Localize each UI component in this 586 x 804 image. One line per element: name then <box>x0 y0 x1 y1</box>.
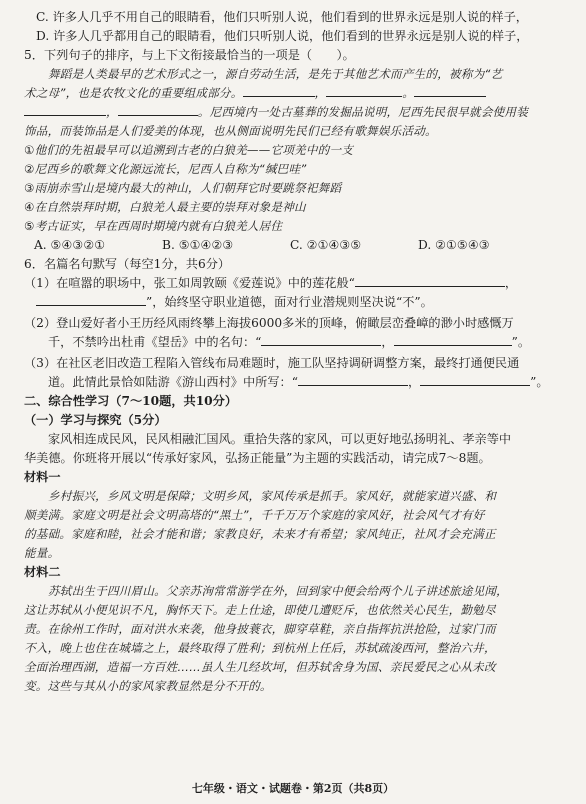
material-1-line-2: 顺美满。家庭文明是社会文明高塔的“黑土”，千千万万个家庭的家风好，社会风气才有好 <box>24 508 485 522</box>
material-1-title: 材料一 <box>24 470 61 484</box>
q5-passage-line-4: 饰品，而装饰品是人们爱美的体现，也从侧面说明先民们已经有歌舞娱乐活动。 <box>24 124 437 138</box>
q6-sub1-line-1: （1）在喧嚣的职场中，张工如周敦颐《爱莲说》中的莲花般“ ， <box>24 276 518 290</box>
q6-sub1-text: （1）在喧嚣的职场中，张工如周敦颐《爱莲说》中的莲花般“ <box>24 276 355 290</box>
material-2-title: 材料二 <box>24 565 61 579</box>
q5-item-2: ②尼西乡的歌舞文化源远流长，尼西人自称为“缄巴哇” <box>24 162 307 176</box>
q5-item-5: ⑤考古证实，早在西周时期境内就有白狼羌人居住 <box>24 219 283 233</box>
material-2-line-4: 不入，晚上也住在城墙之上，最终取得了胜利；到杭州上任后，苏轼疏浚西河，整治六井， <box>24 641 496 655</box>
q6-sub2-text: 千，不禁吟出杜甫《望岳》中的名句：“ <box>48 335 262 349</box>
material-2-line-2: 这让苏轼从小便见识不凡，胸怀天下。走上仕途，即使几遭贬斥，也依然关心民生，勤勉尽 <box>24 603 496 617</box>
section-2-subtitle: （一）学习与探究（5分） <box>24 413 167 427</box>
q6-sub2-line-1: （2）登山爱好者小王历经风雨终攀上海拔6000多米的顶峰，俯瞰层峦叠嶂的渺小时感慨万 <box>24 316 514 330</box>
q5-passage-line-2: 术之母”，也是农牧文化的重要组成部分。 ， 。 <box>24 84 568 103</box>
q5-item-4: ④在自然崇拜时期，白狼羌人最主要的崇拜对象是神山 <box>24 200 306 214</box>
q5-item-1: ①他们的先祖最早可以追溯到古老的白狼羌——它项羌中的一支 <box>24 143 354 157</box>
section-2-title: 二、综合性学习（7～10题，共10分） <box>24 394 238 408</box>
q6-blank-6[interactable] <box>420 373 530 386</box>
q5-blank-1[interactable] <box>243 84 315 97</box>
material-2-line-3: 责。在徐州工作时，面对洪水来袭，他身披蓑衣，脚穿草鞋，亲自指挥抗洪抢险，过家门而 <box>24 622 496 636</box>
q4-option-d: D. 许多人几乎都用自己的眼睛看，他们只听别人说，他们看到的世界永远是别人说的样子， <box>36 29 529 43</box>
q6-blank-5[interactable] <box>298 373 408 386</box>
q5-blank-2[interactable] <box>326 84 402 97</box>
material-2-line-6: 变。这些与其从小的家风家教显然是分不开的。 <box>24 679 272 693</box>
q5-blank-5[interactable] <box>118 103 198 116</box>
q6-blank-1[interactable] <box>355 274 505 287</box>
material-2-line-1: 苏轼出生于四川眉山。父亲苏洵常常游学在外，回到家中便会给两个儿子讲述旅途见闻， <box>48 584 508 598</box>
q6-blank-4[interactable] <box>394 333 512 346</box>
q6-blank-2[interactable] <box>36 293 146 306</box>
q5-passage-line-3-text: 。尼西境内一处古墓葬的发掘品说明，尼西先民很早就会使用装 <box>197 105 529 119</box>
q6-sub1-line-2 <box>24 293 568 312</box>
q5-blank-4[interactable] <box>24 103 106 116</box>
material-1-line-1: 乡村振兴，乡风文明是保障；文明乡风，家风传承是抓手。家风好，就能家道兴盛、和 <box>48 489 497 503</box>
material-1-line-3: 的基础。家庭和睦，社会才能和谐；家教良好，未来才有希望；家风纯正，社风才会充满正 <box>24 527 496 541</box>
q5-passage-line-1: 舞蹈是人类最早的艺术形式之一，源自劳动生活，是先于其他艺术而产生的，被称为“艺 <box>48 67 503 81</box>
q5-option-b[interactable]: B. ⑤①④②③ <box>162 238 234 252</box>
q5-option-c[interactable]: C. ②①④③⑤ <box>290 238 362 252</box>
q5-option-d[interactable]: D. ②①⑤④③ <box>418 238 490 252</box>
q5-stem: 5．下列句子的排序，与上下文衔接最恰当的一项是（ ）。 <box>24 48 355 62</box>
q6-sub2-line-2: 千，不禁吟出杜甫《望岳》中的名句：“ ， ”。 <box>48 335 531 349</box>
page-footer: 七年级・语文・试题卷・第2页（共8页） <box>191 782 395 795</box>
q6-stem: 6．名篇名句默写（每空1分，共6分） <box>24 257 231 271</box>
q5-item-3: ③雨崩赤雪山是境内最大的神山，人们朝拜它时要跳祭祀舞蹈 <box>24 181 342 195</box>
q5-blank-3[interactable] <box>414 84 486 97</box>
q6-sub3-text: 道。此情此景恰如陆游《游山西村》中所写：“ <box>48 375 298 389</box>
q5-passage-line-2-text: 术之母”，也是农牧文化的重要组成部分。 <box>24 86 243 100</box>
material-2-line-5: 全面治理西湖，造福一方百姓……虽人生几经坎坷，但苏轼舍身为国、亲民爱民之心从未改 <box>24 660 496 674</box>
q6-blank-3[interactable] <box>261 333 381 346</box>
q5-options <box>24 236 568 255</box>
section-2-intro-1: 家风相连成民风，民风相融汇国风。重拾失落的家风，可以更好地弘扬明礼、孝亲等中 <box>48 432 512 446</box>
q6-sub3-line-2: 道。此情此景恰如陆游《游山西村》中所写：“ ， ”。 <box>48 375 549 389</box>
q6-sub3-line-1: （3）在社区老旧改造工程陷入管线布局难题时，施工队坚持调研调整方案，最终打通便民通 <box>24 356 520 370</box>
section-2-intro-2: 华美德。你班将开展以“传承好家风，弘扬正能量”为主题的实践活动，请完成7～8题。 <box>24 451 491 465</box>
q4-option-c: C. 许多人几乎不用自己的眼睛看，他们只听别人说，他们看到的世界永远是别人说的样子， <box>36 10 528 24</box>
q5-passage-line-3: ， 。尼西境内一处古墓葬的发掘品说明，尼西先民很早就会使用装 <box>24 103 568 122</box>
q5-option-a[interactable]: A. ⑤④③②① <box>34 238 106 252</box>
material-1-line-4: 能量。 <box>24 546 60 560</box>
q6-sub1-text-2: ”，始终坚守职业道德，面对行业潜规则坚决说“不”。 <box>146 295 433 309</box>
